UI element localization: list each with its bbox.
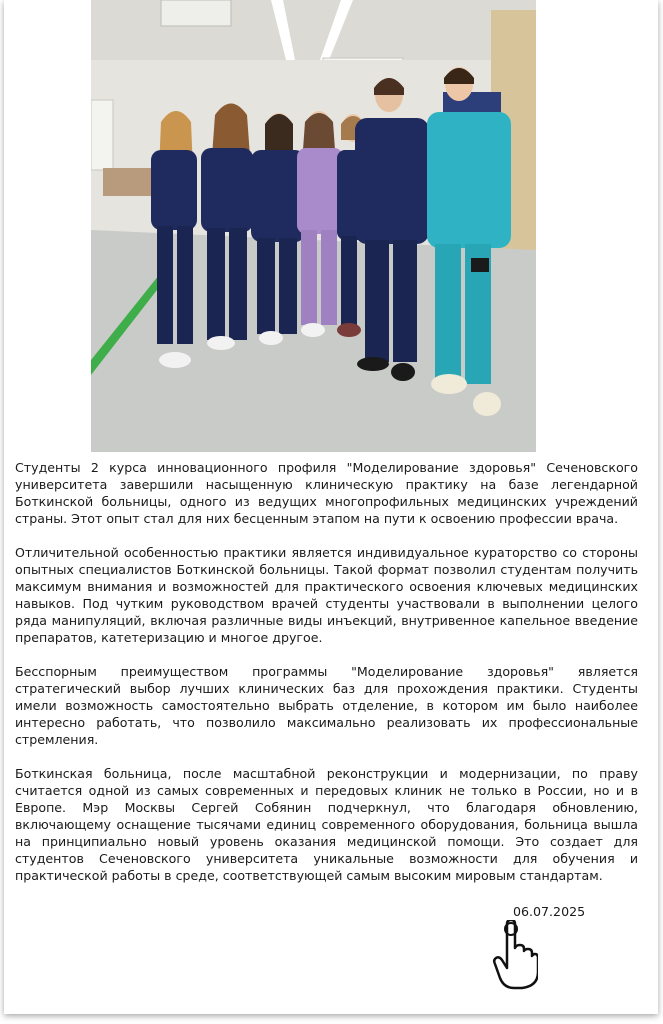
wall-door xyxy=(91,100,113,170)
ceiling-vent xyxy=(161,0,231,26)
article-paragraph-2: Отличительной особенностью практики является индивидуальное кураторство со стороны опытных специалистов Боткинской больницы. Такой формат позволил студентам получить максимум внимания и возможностей для практического освоения ключевых медицинских навыков. Под чутким руководством врачей студенты участвовали в выполнении целого ряда манипуляций, включая различные виды инъекций, внутривенное капельное введение препаратов, катетеризацию и многое другое. xyxy=(15,545,638,645)
article-body xyxy=(15,459,638,901)
article-paragraph-3: Бесспорным преимуществом программы "Моделирование здоровья" является стратегический выбор лучших клинических баз для прохождения практики. Студенты имели возможность самостоятельно выбрать отделение, в котором им было наиболее интересно работать, что позволило максимально реализовать их профессиональные стремления. xyxy=(15,664,638,747)
group-photo xyxy=(91,0,536,452)
article-paragraph-4: Боткинская больница, после масштабной реконструкции и модернизации, по праву считается одной из самых современных и передовых клиник не только в России, но и в Европе. Мэр Москвы Сергей Собянин подчеркнул, что благодаря обновлению, включающему оснащение тысячами единиц современного оборудования, больница вышла на принципиально новый уровень оказания медицинской помощи. Это создает для студентов Сеченовского университета уникальные возможности для обучения и практической работы в среде, соответствующей самым высоким мировым стандартам. xyxy=(15,766,638,883)
publish-date: 06.07.2025 xyxy=(513,904,586,919)
pointing-hand-icon[interactable] xyxy=(492,920,538,990)
group-photo-students-in-scrubs xyxy=(91,0,536,452)
news-card xyxy=(4,0,658,1014)
article-paragraph-1: Студенты 2 курса инновационного профиля "Моделирование здоровья" Сеченовского университета завершили насыщенную клиническую практику на базе легендарной Боткинской больницы, одного из ведущих многопрофильных медицинских учреждений страны. Этот опыт стал для них бесценным этапом на пути к освоению профессии врача. xyxy=(15,460,638,526)
